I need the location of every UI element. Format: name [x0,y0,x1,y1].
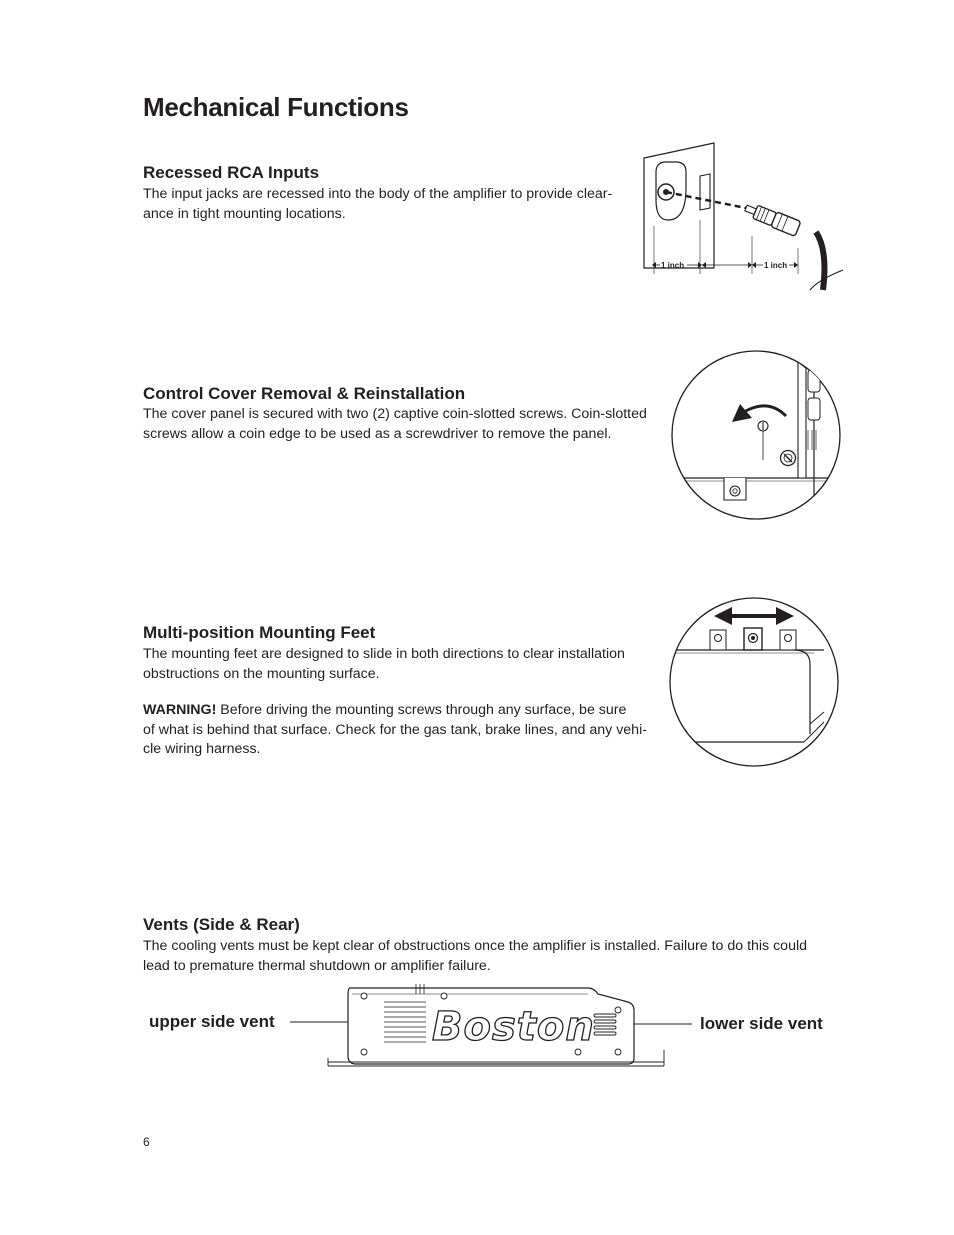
feet-section-title: Multi-position Mounting Feet [143,623,376,642]
panel-slot [700,174,710,210]
dimension-label-left: 1 inch [661,261,685,270]
rca-body-line-1: The input jacks are recessed into the body of the amplifier to provide clear- [143,186,613,202]
amplifier-side-illustration [288,980,698,1075]
cover-section-body [143,405,673,444]
rca-section-body [143,185,643,224]
vents-body-line-1: The cooling vents must be kept clear of obstructions once the amplifier is installed. Failure to do this could [143,938,807,954]
vents-section-body [143,937,853,976]
rca-plug [743,201,801,237]
feet-section-body [143,645,673,684]
rca-body-line-2: ance in tight mounting locations. [143,205,346,222]
control-cover-illustration [668,350,848,522]
rca-section-title: Recessed RCA Inputs [143,163,320,182]
warning-line-3: cle wiring harness. [143,741,261,757]
feet-body-line-1: The mounting feet are designed to slide in both directions to clear installation [143,646,625,662]
page-number: 6 [143,1135,150,1149]
boston-logo: Boston [432,1004,595,1050]
warning-label: WARNING! [143,702,217,718]
vents-section-title: Vents (Side & Rear) [143,915,300,934]
upper-side-vent-label: upper side vent [149,1012,275,1031]
vents-body-line-2: lead to premature thermal shutdown or amplifier failure. [143,957,491,974]
cover-body-line-2: screws allow a coin edge to be used as a screwdriver to remove the panel. [143,425,612,442]
warning-line-2: of what is behind that surface. Check for the gas tank, brake lines, and any vehi- [143,721,647,738]
cover-body-line-1: The cover panel is secured with two (2) captive coin-slotted screws. Coin-slotted [143,406,647,422]
feet-body-line-2: obstructions on the mounting surface. [143,665,380,682]
cover-section-title: Control Cover Removal & Reinstallation [143,384,466,403]
warning-line-1: Before driving the mounting screws through any surface, be sure [216,702,627,718]
page-title: Mechanical Functions [143,92,409,122]
warning-paragraph [143,701,673,760]
dimension-label-right: 1 inch [764,261,788,270]
lower-side-vent-label: lower side vent [700,1014,823,1033]
rca-jack-illustration [638,140,848,300]
detail-circle [670,598,838,766]
mounting-feet-illustration [664,594,844,770]
